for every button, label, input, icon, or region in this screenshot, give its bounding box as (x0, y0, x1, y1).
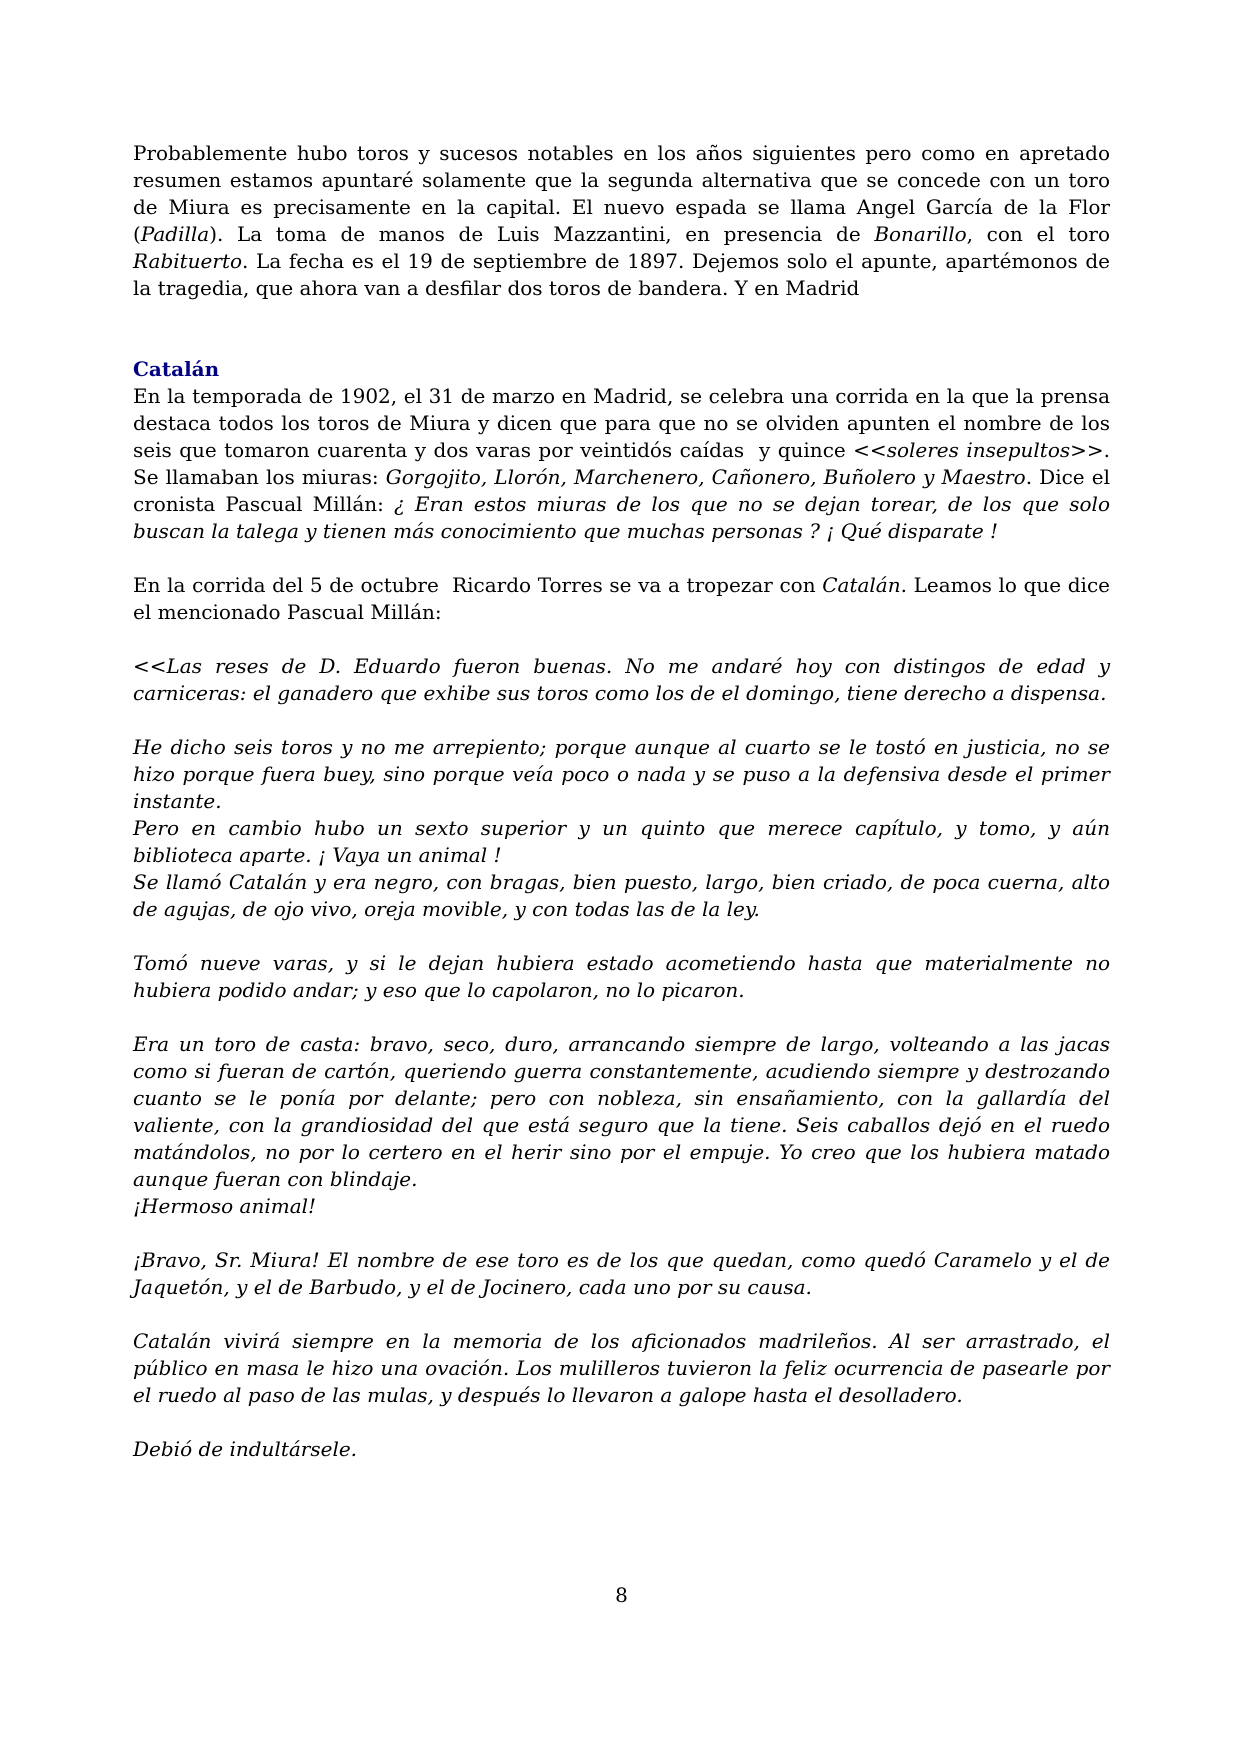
text-run: . Dice el cronista Pascual Millán: (133, 465, 1111, 516)
paragraph (133, 734, 1110, 815)
paragraph (133, 383, 1110, 545)
text-run: Probablemente hubo toros y sucesos notables en los años siguientes pero como en apretado resumen estamos apuntaré solamente que la segunda alternativa que se concede con un toro de Miura es precisamente en la capital. El nuevo espada se llama Angel García de la Flor ( (133, 141, 1110, 246)
paragraph (133, 1031, 1110, 1193)
paragraph (133, 815, 1110, 869)
paragraph (133, 1247, 1110, 1301)
document-body (133, 140, 1110, 1463)
text-run-italic: Catalán vivirá siempre en la memoria de los aficionados madrileños. Al ser arrastrado, el público en masa le hizo una ovación. Los mulilleros tuvieron la feliz ocurrencia de pasearle por el ruedo al paso de las mulas, y después lo llevaron a galope hasta el desolladero. (133, 1329, 1110, 1407)
paragraph (133, 869, 1110, 923)
text-run-italic: He dicho seis toros y no me arrepiento; porque aunque al cuarto se le tostó en justicia, no se hizo porque fuera buey, sino porque veía poco o nada y se puso a la defensiva desde el primer instante. (133, 735, 1110, 813)
text-run: Catalán (133, 357, 220, 381)
page-number: 8 (615, 1583, 628, 1607)
text-run-italic: Pero en cambio hubo un sexto superior y un quinto que merece capítulo, y tomo, y aún biblioteca aparte. ¡ Vaya un animal ! (133, 816, 1110, 867)
paragraph (133, 1436, 1110, 1463)
text-run: >>. Se llamaban los miuras: (133, 438, 1110, 489)
text-run-italic: Tomó nueve varas, y si le dejan hubiera estado acometiendo hasta que materialmente no hubiera podido andar; y eso que lo capolaron, no lo picaron. (133, 951, 1110, 1002)
paragraph (133, 950, 1110, 1004)
paragraph (133, 572, 1110, 626)
text-run-italic: Padilla (140, 222, 210, 246)
text-run-italic: Se llamó Catalán y era negro, con bragas, bien puesto, largo, bien criado, de poca cuerna, alto de agujas, de ojo vivo, oreja movible, y con todas las de la ley. (133, 870, 1110, 921)
text-run-italic: <<Las reses de D. Eduardo fueron buenas. No me andaré hoy con distingos de edad y carniceras: el ganadero que exhibe sus toros como los de el domingo, tiene derecho a dispensa. (133, 654, 1110, 705)
paragraph (133, 1328, 1110, 1409)
text-run-italic: Era un toro de casta: bravo, seco, duro, arrancando siempre de largo, volteando a las jacas como si fueran de cartón, queriendo guerra constantemente, acudiendo siempre y destrozando cuanto se le ponía por delante; pero con nobleza, sin ensañamiento, con la gallardía del valiente, con la grandiosidad del que está seguro que la tiene. Seis caballos dejó en el ruedo matándolos, no por lo certero en el herir sino por el empuje. Yo creo que los hubiera matado aunque fueran con blindaje. (133, 1032, 1110, 1191)
paragraph (133, 653, 1110, 707)
text-run-italic: Gorgojito, Llorón, Marchenero, Cañonero, Buñolero y Maestro (385, 465, 1026, 489)
section-heading (133, 356, 1110, 383)
text-run: ). La toma de manos de Luis Mazzantini, en presencia de (209, 222, 875, 246)
text-run-italic: ¡Hermoso animal! (133, 1194, 317, 1218)
text-run-italic: soleres insepultos (886, 438, 1071, 462)
text-run: En la corrida del 5 de octubre Ricardo Torres se va a tropezar con (133, 573, 823, 597)
text-run: En la temporada de 1902, el 31 de marzo en Madrid, se celebra una corrida en la que la prensa destaca todos los toros de Miura y dicen que para que no se olviden apunten el nombre de los seis que tomaron cuarenta y dos varas por veintidós caídas y quince << (133, 384, 1110, 462)
text-run: , con el toro (966, 222, 1111, 246)
text-run: . Leamos lo que dice el mencionado Pascual Millán: (133, 573, 1110, 624)
text-run-italic: Catalán (822, 573, 901, 597)
text-run-italic: ¡Bravo, Sr. Miura! El nombre de ese toro es de los que quedan, como quedó Caramelo y el de Jaquetón, y el de Barbudo, y el de Jocinero, cada uno por su causa. (133, 1248, 1110, 1299)
text-run-italic: Debió de indultársele. (133, 1437, 358, 1461)
text-run-italic: Rabituerto (133, 249, 243, 273)
paragraph (133, 1193, 1110, 1220)
text-run-italic: ¿ Eran estos miuras de los que no se dejan torear, de los que solo buscan la talega y tienen más conocimiento que muchas personas ? ¡ Qué disparate ! (133, 492, 1110, 543)
text-run: . La fecha es el 19 de septiembre de 1897. Dejemos solo el apunte, apartémonos de la tragedia, que ahora van a desfilar dos toros de bandera. Y en Madrid (133, 249, 1110, 300)
paragraph (133, 140, 1110, 302)
text-run-italic: Bonarillo (874, 222, 967, 246)
